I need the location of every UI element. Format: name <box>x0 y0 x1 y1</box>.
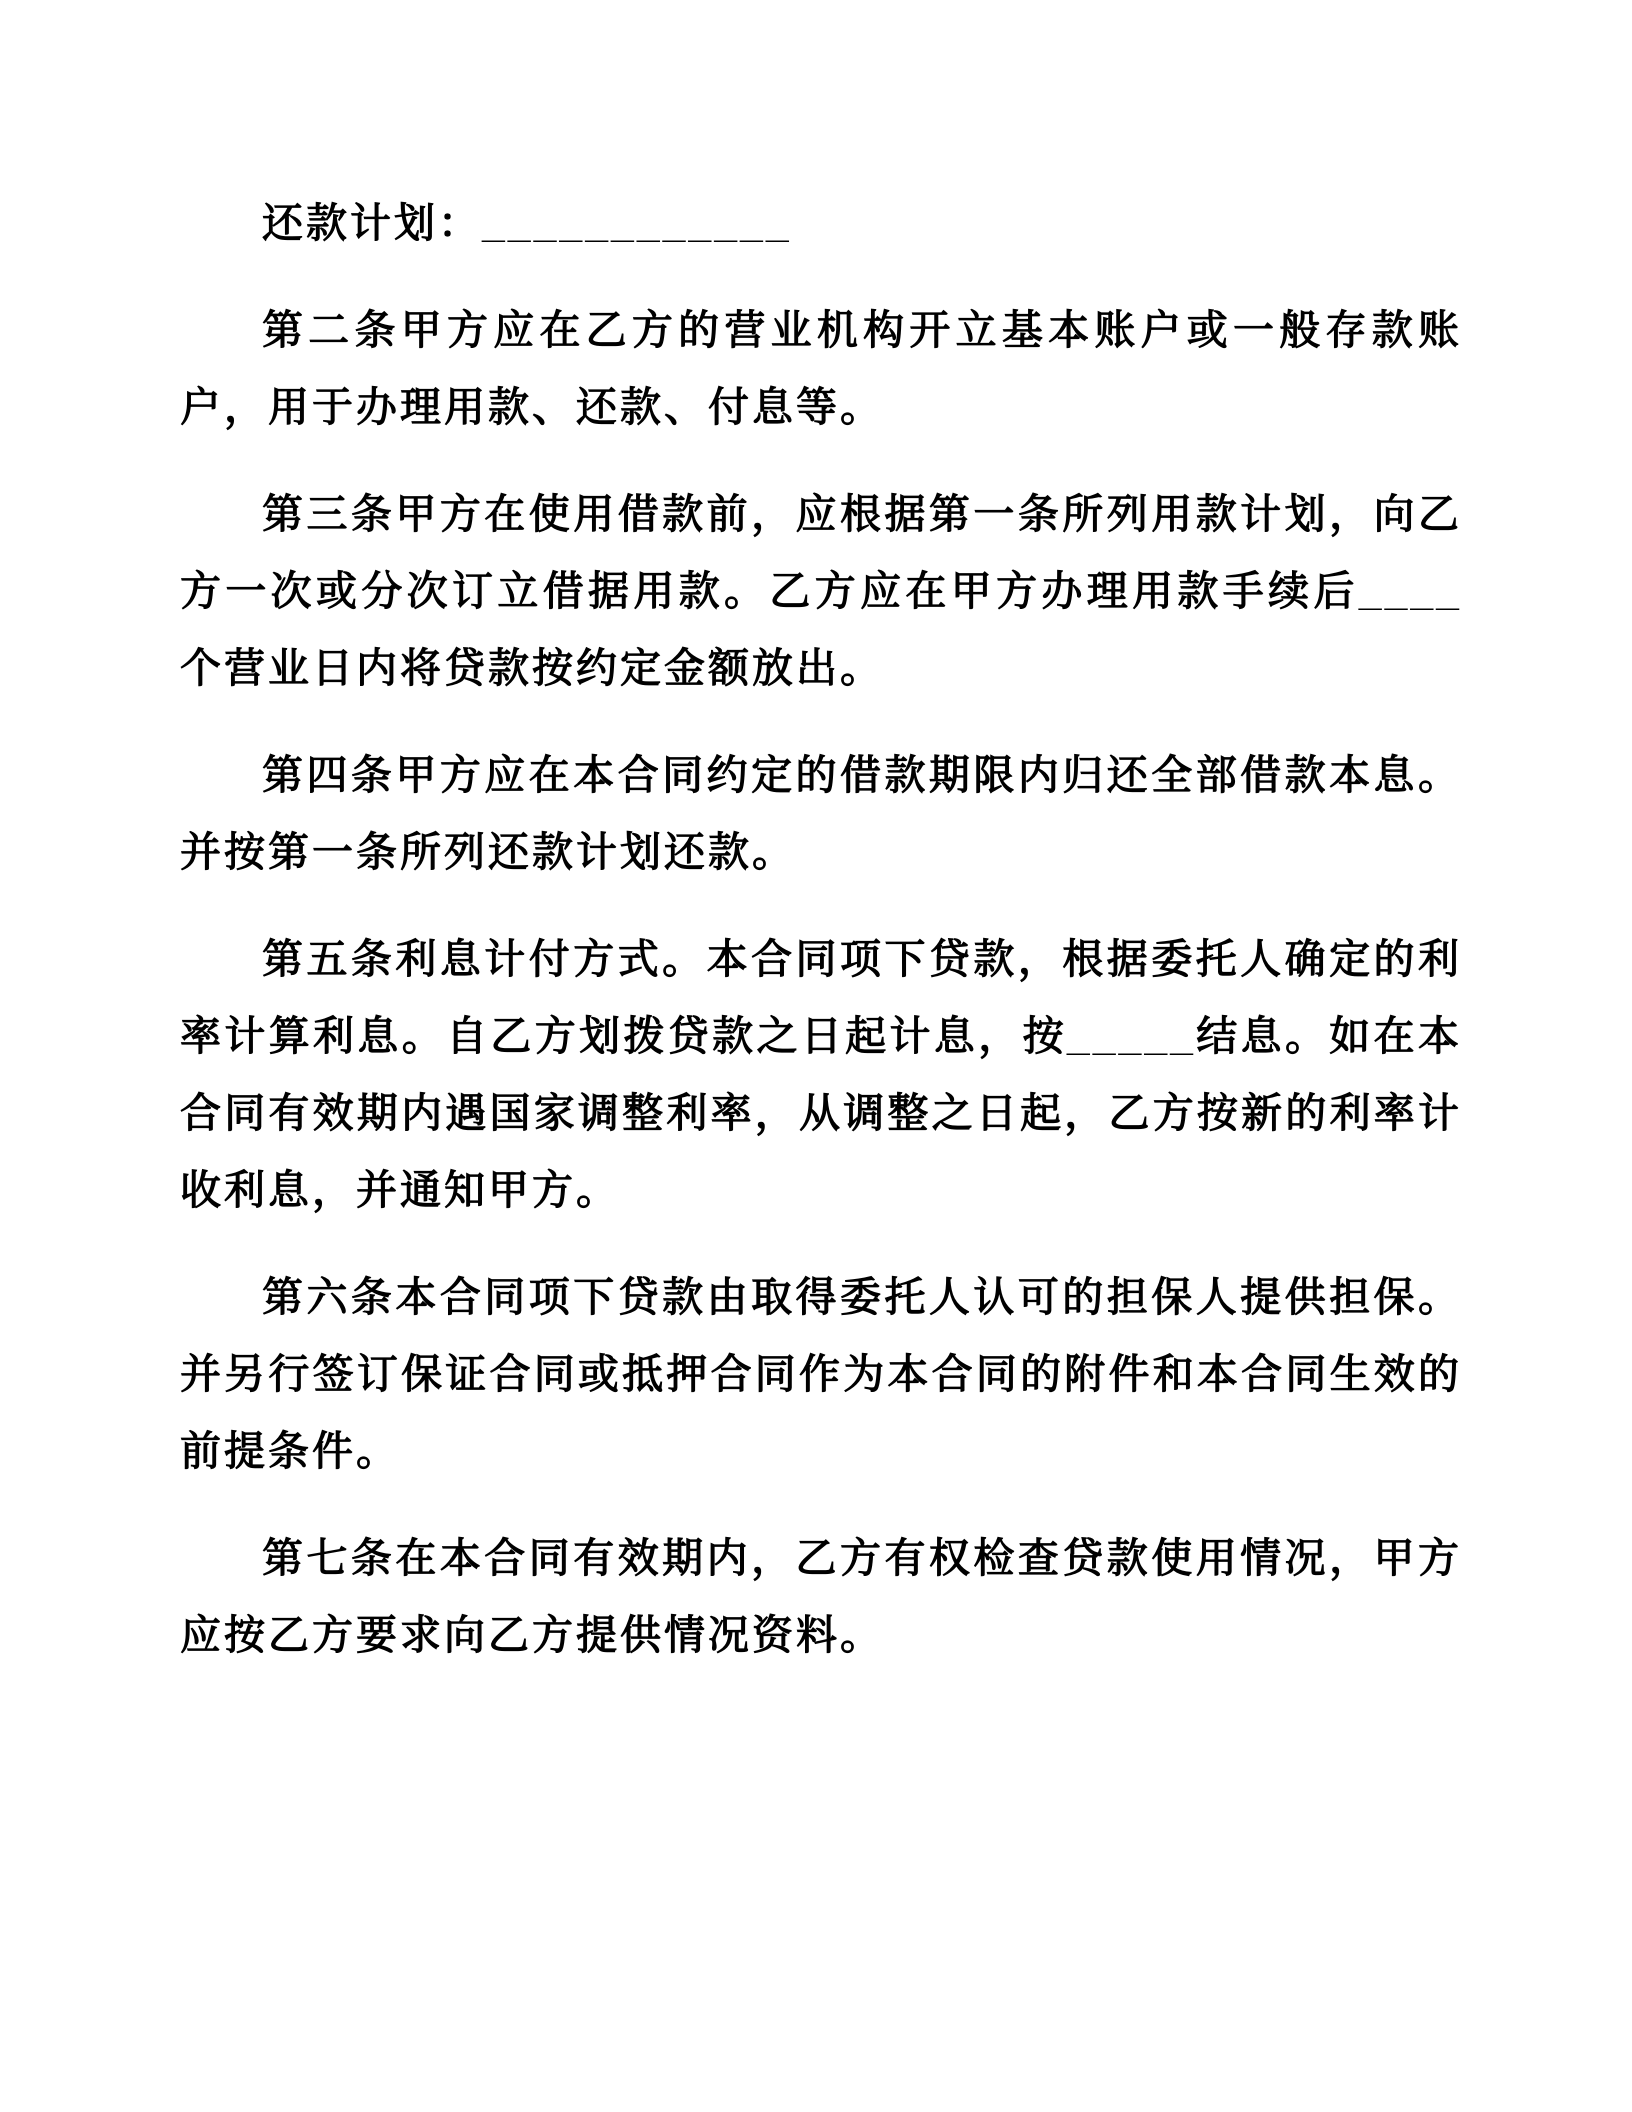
contract-paragraph: 第三条甲方在使用借款前，应根据第一条所列用款计划，向乙方一次或分次订立借据用款。乙方应在甲方办理用款手续后____个营业日内将贷款按约定金额放出。 <box>180 491 1462 691</box>
contract-paragraph: 第七条在本合同有效期内，乙方有权检查贷款使用情况，甲方应按乙方要求向乙方提供情况资料。 <box>180 1535 1462 1658</box>
contract-paragraph: 第六条本合同项下贷款由取得委托人认可的担保人提供担保。并另行签订保证合同或抵押合同作为本合同的附件和本合同生效的前提条件。 <box>180 1274 1462 1474</box>
contract-paragraph: 第二条甲方应在乙方的营业机构开立基本账户或一般存款账户，用于办理用款、还款、付息等。 <box>180 307 1462 430</box>
contract-paragraph: 还款计划：____________ <box>262 200 792 246</box>
contract-paragraph: 第五条利息计付方式。本合同项下贷款，根据委托人确定的利率计算利息。自乙方划拨贷款之日起计息，按_____结息。如在本合同有效期内遇国家调整利率，从调整之日起，乙方按新的利率计收利息，并通知甲方。 <box>180 936 1462 1213</box>
contract-paragraph: 第四条甲方应在本合同约定的借款期限内归还全部借款本息。并按第一条所列还款计划还款。 <box>180 752 1462 875</box>
